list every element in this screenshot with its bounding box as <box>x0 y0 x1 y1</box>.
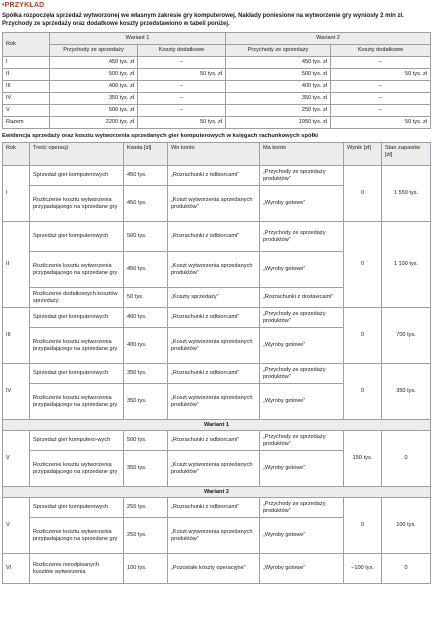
row-rok: Razem <box>3 117 50 129</box>
row-stan: 0 <box>382 431 431 487</box>
revenue-table-subheader <box>3 45 431 57</box>
row-tresc: Sprzedaż gier komputerowych <box>30 222 124 252</box>
row-wn: „Koszt wytworzenia sprzedanych produktów” <box>168 384 260 420</box>
row-przychody-1: 2200 tys. zł <box>50 117 138 129</box>
col-wn: Wn konto <box>168 143 260 166</box>
row-ma: „Rozrachunki z dostawcami” <box>260 288 344 308</box>
row-koszty-2: 50 tys. zł <box>331 69 431 81</box>
row-kwota: 250 tys. <box>124 498 168 518</box>
row-ma: „Wyroby gotowe” <box>260 518 344 554</box>
row-przychody-2: 350 tys. zł <box>226 93 331 105</box>
row-przychody-2: 450 tys. zł <box>226 57 331 69</box>
row-tresc: Rozliczenie kosztu wytworzenia przypadającego na sprzedane gry <box>30 384 124 420</box>
col-tresc: Treść operacji <box>30 143 124 166</box>
row-koszty-1: – <box>138 57 226 69</box>
table-row <box>3 93 431 105</box>
row-tresc: Sprzedaż gier komputerowych <box>30 308 124 328</box>
row-rok: V <box>3 431 30 487</box>
row-stan: 350 tys. <box>382 364 431 420</box>
table-row <box>3 364 431 384</box>
row-przychody-2: 1950 tys. zł <box>226 117 331 129</box>
row-ma: „Wyroby gotowe” <box>260 384 344 420</box>
row-koszty-1: – <box>138 93 226 105</box>
row-wynik: 0 <box>344 498 382 554</box>
revenue-table <box>2 32 431 129</box>
variant2-label: Wariant 2 <box>3 487 431 498</box>
row-wn: „Rozrachunki z odbiorcami” <box>168 498 260 518</box>
row-wn: „Pozostałe koszty operacyjne” <box>168 554 260 584</box>
row-kwota: 500 tys. <box>124 222 168 252</box>
row-kwota: 400 tys. <box>124 328 168 364</box>
row-rok: VI <box>3 554 30 584</box>
row-stan: 0 <box>382 554 431 584</box>
row-rok: III <box>3 308 30 364</box>
row-kwota: 500 tys. <box>124 431 168 451</box>
table-row <box>3 222 431 252</box>
row-tresc: Rozliczenie kosztu wytworzenia przypadającego na sprzedane gry <box>30 252 124 288</box>
row-rok: V <box>3 498 30 554</box>
row-wn: „Koszt wytworzenia sprzedanych produktów” <box>168 186 260 222</box>
row-tresc: Rozliczenie kosztu wytworzenia przypadającego na sprzedane gry <box>30 186 124 222</box>
col-stan: Stan zapasów [zł] <box>382 143 431 166</box>
row-rok: IV <box>3 93 50 105</box>
table-row <box>3 431 431 451</box>
row-ma: „Przychody ze sprzedaży produktów” <box>260 498 344 518</box>
col-rok: Rok <box>3 33 50 57</box>
col-rok: Rok <box>3 143 30 166</box>
row-rok: V <box>3 105 50 117</box>
row-wynik: 0 <box>344 166 382 222</box>
row-ma: „Przychody ze sprzedaży produktów” <box>260 166 344 186</box>
col-kwota: Kwota [zł] <box>124 143 168 166</box>
row-wn: „Rozrachunki z odbiorcami” <box>168 222 260 252</box>
sub-przychody-2: Przychody ze sprzedaży <box>226 45 331 57</box>
row-kwota: 350 tys. <box>124 451 168 487</box>
row-wynik: −100 tys. <box>344 554 382 584</box>
row-kwota: 400 tys. <box>124 308 168 328</box>
row-wn: „Rozrachunki z odbiorcami” <box>168 431 260 451</box>
row-rok: I <box>3 166 30 222</box>
row-przychody-1: 450 tys. zł <box>50 57 138 69</box>
table-row <box>3 498 431 518</box>
row-stan: 1 100 tys. <box>382 222 431 308</box>
ledger-caption: Ewidencja sprzedaży oraz kosztu wytworzenia sprzedanych gier komputerowych w księgach rachunkowych spółki <box>2 133 319 139</box>
row-ma: „Przychody ze sprzedaży produktów” <box>260 431 344 451</box>
table-row-total <box>3 117 431 129</box>
row-tresc: Rozliczenie kosztu wytworzenia przypadającego na sprzedane gry <box>30 451 124 487</box>
row-stan: 1 550 tys. <box>382 166 431 222</box>
row-tresc: Sprzedaż gier komputerowych <box>30 364 124 384</box>
row-wynik: 0 <box>344 364 382 420</box>
variant1-header: Wariant 1 <box>50 33 226 45</box>
row-tresc: Sprzedaż gier komputerowych <box>30 166 124 186</box>
row-ma: „Wyroby gotowe” <box>260 252 344 288</box>
table-row <box>3 554 431 584</box>
row-tresc: Rozliczenie dodatkowych kosztów sprzedaży <box>30 288 124 308</box>
variant2-row <box>3 487 431 498</box>
row-przychody-2: 400 tys. zł <box>226 81 331 93</box>
row-kwota: 450 tys. <box>124 166 168 186</box>
row-ma: „Wyroby gotowe” <box>260 451 344 487</box>
sub-koszty-2: Koszty dodatkowe <box>331 45 431 57</box>
row-kwota: 450 tys. <box>124 252 168 288</box>
row-ma: „Wyroby gotowe” <box>260 186 344 222</box>
table-row <box>3 57 431 69</box>
row-rok: I <box>3 57 50 69</box>
row-koszty-2: – <box>331 81 431 93</box>
revenue-table-header <box>3 33 431 45</box>
table-row <box>3 69 431 81</box>
row-stan: 100 tys. <box>382 498 431 554</box>
sub-przychody-1: Przychody ze sprzedaży <box>50 45 138 57</box>
row-wn: „Koszt wytworzenia sprzedanych produktów” <box>168 518 260 554</box>
intro-paragraph: Spółka rozpoczęła sprzedaż wytworzonej we własnym zakresie gry komputerowej. Nakłady poniesione na wytworzenie gry wyniosły 2 mln zł. Przychody ze sprzedaży oraz dodatkowe koszty przedstawiono w tabeli poniżej. <box>2 13 404 27</box>
ledger-table <box>2 142 431 584</box>
row-przychody-1: 500 tys. zł <box>50 69 138 81</box>
row-ma: „Przychody ze sprzedaży produktów” <box>260 364 344 384</box>
row-stan: 700 tys. <box>382 308 431 364</box>
row-koszty-2: – <box>331 105 431 117</box>
row-koszty-1: – <box>138 81 226 93</box>
row-przychody-2: 250 tys. zł <box>226 105 331 117</box>
col-wynik: Wynik [zł] <box>344 143 382 166</box>
row-przychody-2: 500 tys. zł <box>226 69 331 81</box>
row-tresc: Rozliczenie nieodpisanych kosztów wytworzenia <box>30 554 124 584</box>
row-ma: „Wyroby gotowe” <box>260 554 344 584</box>
row-rok: II <box>3 222 30 308</box>
row-wn: „Koszty sprzedaży” <box>168 288 260 308</box>
row-tresc: Rozliczenie kosztu wytworzenia przypadającego na sprzedane gry <box>30 518 124 554</box>
row-wn: „Rozrachunki z odbiorcami” <box>168 166 260 186</box>
row-tresc: Sprzedaż gier komputero-wych <box>30 431 124 451</box>
table-row <box>3 81 431 93</box>
row-wynik: 0 <box>344 222 382 308</box>
row-tresc: Rozliczenie kosztu wytworzenia przypadającego na sprzedane gry <box>30 328 124 364</box>
row-kwota: 100 tys. <box>124 554 168 584</box>
variant1-row <box>3 420 431 431</box>
row-przychody-1: 350 tys. zł <box>50 93 138 105</box>
variant1-label: Wariant 1 <box>3 420 431 431</box>
example-heading: •PRZYKŁAD <box>2 2 45 9</box>
row-ma: „Wyroby gotowe” <box>260 328 344 364</box>
ledger-header <box>3 143 431 166</box>
row-ma: „Przychody ze sprzedaży produktów” <box>260 308 344 328</box>
sub-koszty-1: Koszty dodatkowe <box>138 45 226 57</box>
row-rok: III <box>3 81 50 93</box>
row-kwota: 350 tys. <box>124 384 168 420</box>
row-koszty-2: – <box>331 93 431 105</box>
row-wn: „Koszt wytworzenia sprzedanych produktów” <box>168 252 260 288</box>
row-przychody-1: 500 tys. zł <box>50 105 138 117</box>
row-kwota: 350 tys. <box>124 364 168 384</box>
row-wn: „Koszt wytworzenia sprzedanych produktów” <box>168 328 260 364</box>
row-koszty-1: – <box>138 105 226 117</box>
row-ma: „Przychody ze sprzedaży produktów” <box>260 222 344 252</box>
row-koszty-2: – <box>331 57 431 69</box>
row-wn: „Rozrachunki z odbiorcami” <box>168 364 260 384</box>
row-kwota: 50 tys. <box>124 288 168 308</box>
row-tresc: Sprzedaż gier komputerowych <box>30 498 124 518</box>
row-rok: IV <box>3 364 30 420</box>
row-wynik: 150 tys. <box>344 431 382 487</box>
row-przychody-1: 400 tys. zł <box>50 81 138 93</box>
row-wynik: 0 <box>344 308 382 364</box>
row-wn: „Koszt wytworzenia sprzedanych produktów” <box>168 451 260 487</box>
row-rok: II <box>3 69 50 81</box>
table-row <box>3 308 431 328</box>
row-wn: „Rozrachunki z odbiorcami” <box>168 308 260 328</box>
row-koszty-1: 50 tys. zł <box>138 69 226 81</box>
row-kwota: 250 tys. <box>124 518 168 554</box>
row-kwota: 450 tys. <box>124 186 168 222</box>
table-row <box>3 166 431 186</box>
table-row <box>3 105 431 117</box>
variant2-header: Wariant 2 <box>226 33 431 45</box>
col-ma: Ma konto <box>260 143 344 166</box>
row-koszty-1: 50 tys. zł <box>138 117 226 129</box>
row-koszty-2: 50 tys. zł <box>331 117 431 129</box>
